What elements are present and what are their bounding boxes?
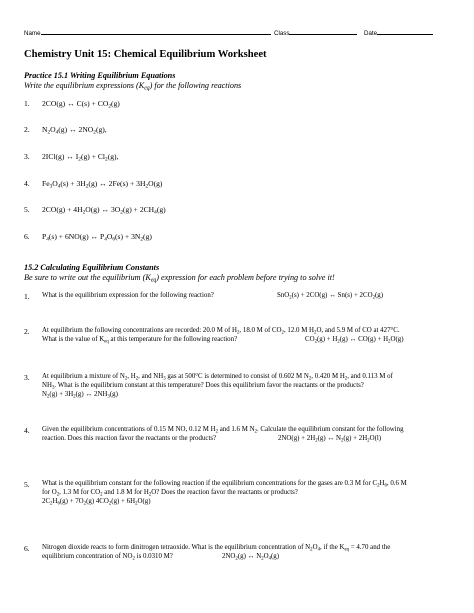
class-blank[interactable] [289,28,357,35]
practice-heading: Practice 15.1 Writing Equilibrium Equations [24,71,176,80]
problem-reaction: $2NO_2(g)$ ↔ $N_2O_4(g)$ [222,553,280,562]
header-name-label: Name [24,28,271,37]
calc-instruction: Be sure to write out the equilibrium $(K_{eq})$ expression for each problem before trying to solve it! [24,273,335,284]
practice-equation: $2CO(g) + 4H_2O(g)$ ↔ $3O_2(g) + 2CH_4(g)$ [42,205,166,216]
calc-heading: 15.2 Calculating Equilibrium Constants [24,263,160,272]
problem-line: reaction. Does this reaction favor the reactants or the products? [42,435,217,442]
problem-line: $NH_3$. What is the equilibrium constant at this temperature? Does this equilibrium favor the reactants or the products? [42,382,364,391]
problem-line: equilibrium concentration of $NO_2$ is 0.0310 M? [42,553,173,562]
header-date-label: Date [364,28,433,37]
problem-reaction: $CO_2(g) + H_2(g)$ ↔ $CO(g) + H_2O(g)$ [305,336,404,345]
practice-equation: 2ICl(g) ↔ $I_2(g) + Cl_2(g)$, [42,152,119,163]
practice-instruction: Write the equilibrium expressions $(K_{eq})$ for the following reactions [24,81,242,92]
problem-reaction: $2NO(g) + 2H_2(g)$ ↔ $N_2(g) + 2H_2O(l)$ [278,435,382,444]
problem-line: At equilibrium the following concentrations are recorded: 20.0 M of $H_2$, 18.0 M of $CO_2$, 12.0 M $H_2O$, and 5.9 M of CO at 427°C. [42,327,400,336]
problem-line: What is the equilibrium constant for the following reaction if the equilibrium concentrations for the gases are 0.3 M for $C_2H_6$, 0.6 M [42,480,407,489]
problem-line: What is the value of $K_{eq}$ at this temperature for the following reaction? [42,336,238,345]
practice-equation: $P_4(s) + 6NO(g)$ ↔ $P_4O_6(s) + 3N_2(g)$ [42,232,152,243]
worksheet-title: Chemistry Unit 15: Chemical Equilibrium Worksheet [24,49,267,60]
problem-line: Given the equilibrium concentrations of 0.15 M NO, 0.12 M $H_2$ and 1.6 M $N_2$. Calculate the equilibrium constant for the following [42,426,404,435]
practice-equation: 2CO(g) ↔ $C(s) + CO_2(g)$ [42,99,120,110]
problem-line: At equilibrium a mixture of $N_2$, $H_2$, and $NH_3$ gas at 500°C is determined to consist of 0.602 M $N_2$, 0.420 M $H_2$, and 0.113 M of [42,373,393,382]
practice-equation: $N_2O_4(g)$ ↔ $2NO_2(g)$, [42,125,107,136]
practice-equation: $Fe_3O_4(s) + 3H_2(g)$ ↔ $2Fe(s) + 3H_2O(g)$ [42,179,163,190]
date-blank[interactable] [377,28,433,35]
problem-line: for $O_2$, 1.3 M for $CO_2$ and 1.8 M for $H_2O$? Does the reaction favor the reactants or products? [42,489,298,498]
problem-line: $2C_2H_6(g) + 7O_2(g) 4CO_2(g) + 6H_2O(g)$ [42,498,151,507]
header-class-label: Class [274,28,357,37]
problem-line: $N_2(g) + 3H_2(g)$ ↔ $2NH_3(g)$ [42,391,118,400]
problem-reaction: SnO$_2$(s) + 2CO(g) ↔ $Sn(s) + 2CO_2(g)$ [277,292,384,301]
problem-line: Nitrogen dioxide reacts to form dinitrogen tetraoxide. What is the equilibrium concentration of $N_2O_4$, if the $K_{eq} = 4.70$ and the [42,544,391,553]
problem-line: What is the equilibrium expression for the following reaction? [42,292,214,299]
name-blank[interactable] [41,28,271,35]
